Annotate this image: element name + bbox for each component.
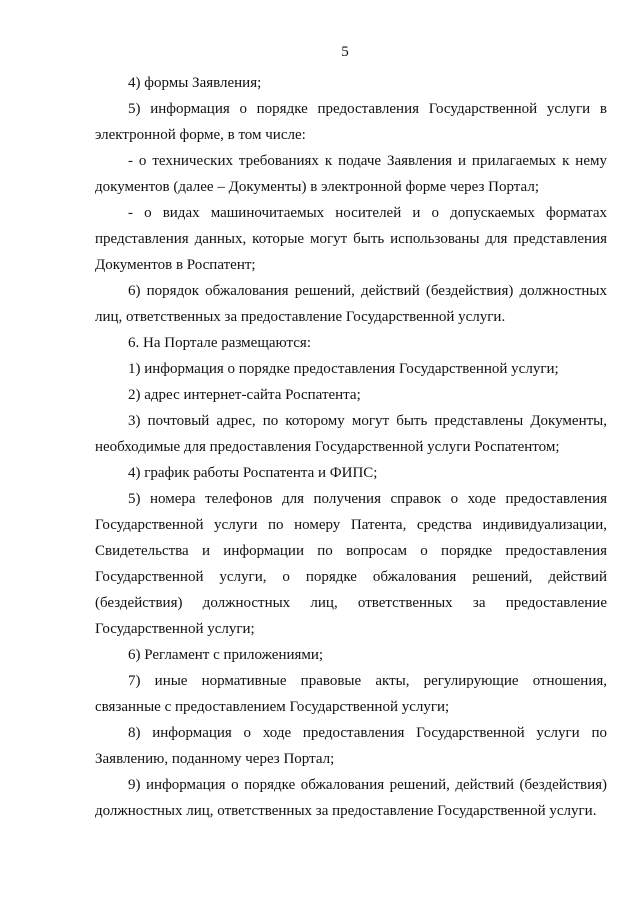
list-item: 7) иные нормативные правовые акты, регулирующие отношения, связанные с предоставлением Государственной услуги; — [95, 673, 607, 715]
list-item: 5) номера телефонов для получения справок о ходе предоставления Государственной услуги по номеру Патента, средства индивидуализации, Свидетельства и информации по вопросам о порядке предоставления Государственной услуги, о порядке обжалования решений, действий (бездействия) должностных лиц, ответственных за предоставление Государственной услуги; — [95, 491, 607, 637]
list-item: 4) график работы Роспатента и ФИПС; — [128, 465, 378, 481]
list-item: 6) Регламент с приложениями; — [128, 647, 324, 663]
list-item: - о видах машиночитаемых носителей и о допускаемых форматах представления данных, которые могут быть использованы для представления Документов в Роспатент; — [95, 205, 607, 273]
list-item: - о технических требованиях к подаче Заявления и прилагаемых к нему документов (далее – Документы) в электронной форме через Портал; — [95, 153, 607, 195]
list-item: 8) информация о ходе предоставления Государственной услуги по Заявлению, поданному через Портал; — [95, 725, 607, 767]
page-number: 5 — [341, 44, 349, 60]
list-item: 2) адрес интернет-сайта Роспатента; — [128, 387, 361, 403]
list-item: 3) почтовый адрес, по которому могут быть представлены Документы, необходимые для предоставления Государственной услуги Роспатентом; — [95, 413, 607, 455]
list-item: 9) информация о порядке обжалования решений, действий (бездействия) должностных лиц, ответственных за предоставление Государственной услуги. — [95, 777, 607, 819]
list-item: 1) информация о порядке предоставления Государственной услуги; — [128, 361, 559, 377]
list-item: 5) информация о порядке предоставления Государственной услуги в электронной форме, в том числе: — [95, 101, 607, 143]
list-item: 6) порядок обжалования решений, действий (бездействия) должностных лиц, ответственных за предоставление Государственной услуги. — [95, 283, 607, 325]
list-item: 4) формы Заявления; — [128, 75, 262, 91]
document-body — [95, 70, 607, 824]
section-heading: 6. На Портале размещаются: — [128, 335, 311, 351]
